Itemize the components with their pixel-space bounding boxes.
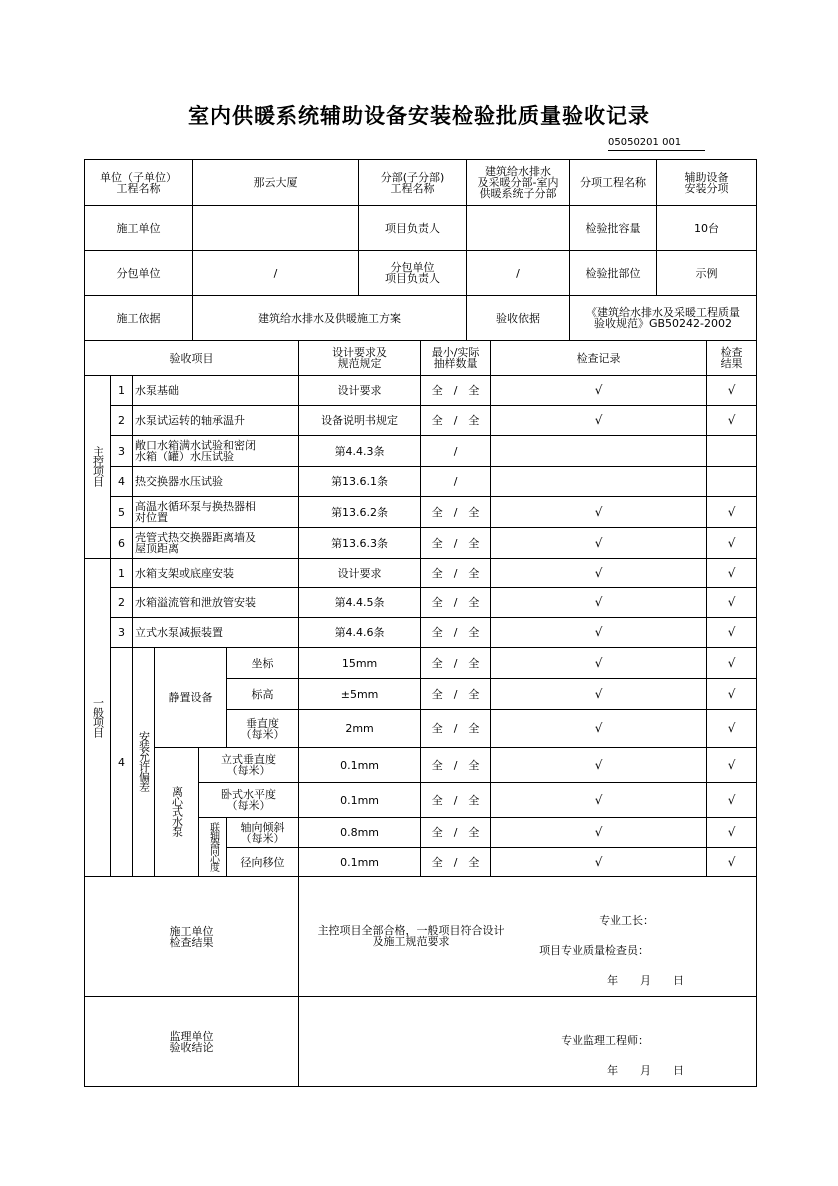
- item-sample: 全 / 全: [421, 559, 491, 588]
- item-sample: 全 / 全: [421, 588, 491, 618]
- row-no: 1: [111, 376, 133, 406]
- item-name: 立式水泵减振装置: [133, 618, 299, 648]
- item-sample: /: [421, 467, 491, 497]
- item-spec: 0.1mm: [299, 848, 421, 877]
- row-no: 4: [111, 648, 133, 877]
- item-spec: 0.8mm: [299, 818, 421, 848]
- subcontract-manager-label: 分包单位 项目负责人: [359, 251, 467, 296]
- item-result: √: [707, 848, 757, 877]
- item-record: [491, 467, 707, 497]
- item-spec: 设计要求: [299, 376, 421, 406]
- inspection-table: [84, 340, 757, 1087]
- row-no: 2: [111, 588, 133, 618]
- item-name: 高温水循环泵与换热器相 对位置: [133, 497, 299, 528]
- item-spec: 第4.4.5条: [299, 588, 421, 618]
- construction-check-label: 施工单位 检查结果: [85, 877, 299, 997]
- general-label: 一般项目: [85, 559, 111, 877]
- item-result: [707, 467, 757, 497]
- item-record: √: [491, 406, 707, 436]
- supervision-cell: [299, 997, 757, 1087]
- item-result: √: [707, 528, 757, 559]
- supervision-date: 年 月 日: [607, 1064, 685, 1077]
- item-record: √: [491, 528, 707, 559]
- table-row: [85, 648, 757, 679]
- record-code: 05050201 001: [608, 137, 705, 151]
- subcontract-manager-value: /: [467, 251, 570, 296]
- item-result: √: [707, 406, 757, 436]
- table-row: [85, 497, 757, 528]
- item-record: √: [491, 618, 707, 648]
- foreman-label: 专业工长：: [599, 914, 655, 927]
- table-row: [85, 559, 757, 588]
- basis-label: 施工依据: [85, 296, 193, 341]
- col-header-record: 检查记录: [491, 341, 707, 376]
- item-result: √: [707, 679, 757, 710]
- item-sample: 全 / 全: [421, 528, 491, 559]
- coupling-label: 联轴器同心度: [199, 818, 227, 877]
- subitem-label: 分项工程名称: [570, 160, 657, 206]
- item-sample: 全 / 全: [421, 618, 491, 648]
- item-name: 坐标: [227, 648, 299, 679]
- batch-part-label: 检验批部位: [570, 251, 657, 296]
- header-table: [84, 159, 757, 341]
- item-sample: 全 / 全: [421, 848, 491, 877]
- row-no: 3: [111, 618, 133, 648]
- construction-unit-value: [193, 206, 359, 251]
- item-name: 水泵试运转的轴承温升: [133, 406, 299, 436]
- division-label: 分部(子分部) 工程名称: [359, 160, 467, 206]
- item-name: 立式垂直度 （每米）: [199, 748, 299, 783]
- acceptance-basis-label: 验收依据: [467, 296, 570, 341]
- item-spec: 第4.4.6条: [299, 618, 421, 648]
- item-sample: 全 / 全: [421, 406, 491, 436]
- item-result: √: [707, 648, 757, 679]
- row-no: 4: [111, 467, 133, 497]
- item-name: 水箱支架或底座安装: [133, 559, 299, 588]
- table-row: [85, 618, 757, 648]
- row-no: 2: [111, 406, 133, 436]
- item-result: √: [707, 818, 757, 848]
- item-sample: 全 / 全: [421, 679, 491, 710]
- item-result: √: [707, 618, 757, 648]
- item-name: 热交换器水压试验: [133, 467, 299, 497]
- row-no: 5: [111, 497, 133, 528]
- item-record: √: [491, 376, 707, 406]
- item-spec: 第13.6.3条: [299, 528, 421, 559]
- supervision-label: 监理单位 验收结论: [85, 997, 299, 1087]
- item-record: √: [491, 679, 707, 710]
- col-header-design: 设计要求及 规范规定: [299, 341, 421, 376]
- item-record: √: [491, 818, 707, 848]
- quality-inspector-label: 项目专业质量检查员：: [539, 944, 650, 957]
- item-sample: 全 / 全: [421, 376, 491, 406]
- item-sample: 全 / 全: [421, 648, 491, 679]
- item-spec: 0.1mm: [299, 783, 421, 818]
- item-name: 卧式水平度 （每米）: [199, 783, 299, 818]
- item-result: √: [707, 783, 757, 818]
- main-control-label: 主控项目: [85, 376, 111, 559]
- col-header-sample: 最小/实际 抽样数量: [421, 341, 491, 376]
- item-result: √: [707, 497, 757, 528]
- item-name: 水泵基础: [133, 376, 299, 406]
- item-sample: 全 / 全: [421, 783, 491, 818]
- item4-label: 安装允许偏差: [133, 648, 155, 877]
- table-row: [85, 436, 757, 467]
- batch-capacity-value: 10台: [657, 206, 757, 251]
- row-no: 6: [111, 528, 133, 559]
- table-row: [85, 588, 757, 618]
- item-sample: 全 / 全: [421, 748, 491, 783]
- item-name: 水箱溢流管和泄放管安装: [133, 588, 299, 618]
- table-row: [85, 467, 757, 497]
- item-record: √: [491, 848, 707, 877]
- item-name: 标高: [227, 679, 299, 710]
- item-record: √: [491, 783, 707, 818]
- item-record: √: [491, 559, 707, 588]
- item-spec: 设计要求: [299, 559, 421, 588]
- construction-check-cell: [299, 877, 757, 997]
- construction-check-text: 主控项目全部合格，一般项目符合设计 及施工规范要求: [317, 924, 505, 948]
- acceptance-basis-value: 《建筑给水排水及采暖工程质量 验收规范》GB50242-2002: [570, 296, 757, 341]
- construction-unit-label: 施工单位: [85, 206, 193, 251]
- item-record: √: [491, 497, 707, 528]
- item-record: √: [491, 588, 707, 618]
- item-name: 垂直度 （每米）: [227, 710, 299, 748]
- batch-capacity-label: 检验批容量: [570, 206, 657, 251]
- table-row: [85, 528, 757, 559]
- subcontract-unit-value: /: [193, 251, 359, 296]
- project-manager-label: 项目负责人: [359, 206, 467, 251]
- item-result: √: [707, 376, 757, 406]
- batch-part-value: 示例: [657, 251, 757, 296]
- item-sample: 全 / 全: [421, 710, 491, 748]
- item-result: [707, 436, 757, 467]
- pump-label: 离心式水泵: [155, 748, 199, 877]
- item-name: 壳管式热交换器距离墙及 屋顶距离: [133, 528, 299, 559]
- item-spec: 第13.6.1条: [299, 467, 421, 497]
- item-name: 敞口水箱满水试验和密闭 水箱（罐）水压试验: [133, 436, 299, 467]
- item-spec: ±5mm: [299, 679, 421, 710]
- item-result: √: [707, 559, 757, 588]
- col-header-result: 检查 结果: [707, 341, 757, 376]
- item-spec: 2mm: [299, 710, 421, 748]
- item-record: √: [491, 648, 707, 679]
- row-no: 3: [111, 436, 133, 467]
- item-result: √: [707, 710, 757, 748]
- item-sample: 全 / 全: [421, 497, 491, 528]
- item-name: 径向移位: [227, 848, 299, 877]
- row-no: 1: [111, 559, 133, 588]
- subitem-value: 辅助设备 安装分项: [657, 160, 757, 206]
- item-sample: 全 / 全: [421, 818, 491, 848]
- project-manager-value: [467, 206, 570, 251]
- item-spec: 设备说明书规定: [299, 406, 421, 436]
- item-name: 轴向倾斜 （每米）: [227, 818, 299, 848]
- item-spec: 15mm: [299, 648, 421, 679]
- unit-project-label: 单位（子单位） 工程名称: [85, 160, 193, 206]
- division-value: 建筑给水排水 及采暖分部-室内 供暖系统子分部: [467, 160, 570, 206]
- table-row: [85, 748, 757, 783]
- item-result: √: [707, 748, 757, 783]
- item-record: √: [491, 710, 707, 748]
- page-title: 室内供暖系统辅助设备安装检验批质量验收记录: [188, 104, 650, 128]
- static-equipment-label: 静置设备: [155, 648, 227, 748]
- col-header-item: 验收项目: [85, 341, 299, 376]
- item-sample: /: [421, 436, 491, 467]
- construction-date: 年 月 日: [607, 974, 685, 987]
- item-record: [491, 436, 707, 467]
- supervision-engineer-label: 专业监理工程师：: [561, 1034, 650, 1047]
- item-spec: 第13.6.2条: [299, 497, 421, 528]
- basis-value: 建筑给水排水及供暖施工方案: [193, 296, 467, 341]
- unit-project-value: 那云大厦: [193, 160, 359, 206]
- table-row: [85, 406, 757, 436]
- subcontract-unit-label: 分包单位: [85, 251, 193, 296]
- item-spec: 0.1mm: [299, 748, 421, 783]
- item-record: √: [491, 748, 707, 783]
- table-row: [85, 376, 757, 406]
- item-spec: 第4.4.3条: [299, 436, 421, 467]
- item-result: √: [707, 588, 757, 618]
